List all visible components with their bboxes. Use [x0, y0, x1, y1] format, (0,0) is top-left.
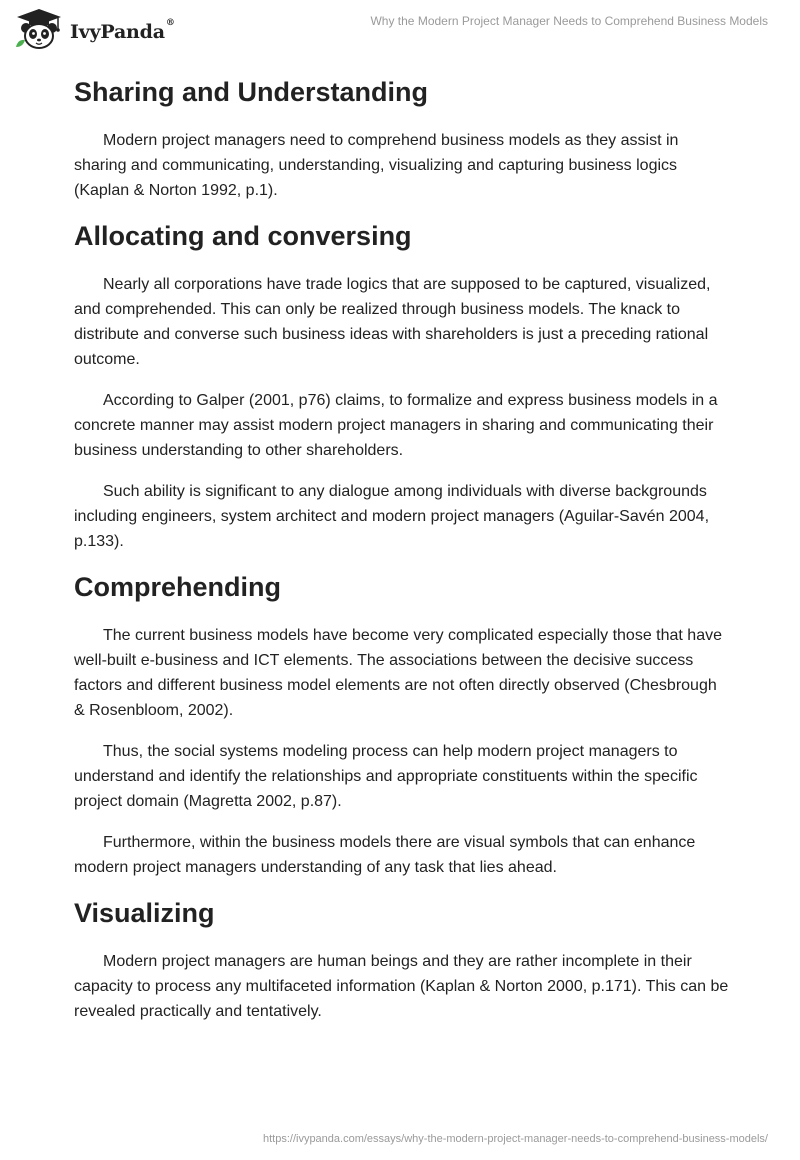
source-url[interactable]: https://ivypanda.com/essays/why-the-modern-project-manager-needs-to-comprehend-business-models/	[262, 1133, 768, 1145]
paragraph: Nearly all corporations have trade logics that are supposed to be captured, visualized, and comprehended. This can only be realized through business models. The knack to distribute and converse such business ideas with shareholders is just a preceding rational outcome.	[74, 276, 711, 368]
section-heading-allocating: Allocating and conversing	[74, 221, 412, 251]
paragraph: Thus, the social systems modeling process can help modern project managers to understand and identify the relationships and appropriate constituents within the specific project domain (Magretta 2002, p.87).	[74, 743, 698, 810]
brand-name: IvyPanda®	[70, 18, 175, 43]
ivypanda-logo[interactable]	[14, 7, 175, 51]
registered-mark: ®	[165, 18, 175, 28]
paragraph: The current business models have become very complicated especially those that have well-built e-business and ICT elements. The associations between the decisive success factors and different business model elements are not often directly observed (Chesbrough & Rosenbloom, 2002).	[74, 627, 722, 719]
paragraph: Furthermore, within the business models there are visual symbols that can enhance modern project managers understanding of any task that lies ahead.	[74, 834, 696, 876]
section-heading-visualizing: Visualizing	[74, 898, 215, 928]
paragraph: Modern project managers are human beings and they are rather incomplete in their capacity to process any multifaceted information (Kaplan & Norton 2000, p.171). This can be revealed practically and tentatively.	[74, 953, 729, 1020]
paragraph: Modern project managers need to comprehend business models as they assist in sharing and communicating, understanding, visualizing and capturing business logics (Kaplan & Norton 1992, p.1).	[74, 132, 679, 199]
section-heading-sharing: Sharing and Understanding	[74, 77, 429, 107]
paragraph: According to Galper (2001, p76) claims, to formalize and express business models in a concrete manner may assist modern project managers in sharing and communicating their business understanding to other shareholders.	[74, 392, 718, 459]
paragraph: Such ability is significant to any dialogue among individuals with diverse backgrounds including engineers, system architect and modern project managers (Aguilar-Savén 2004, p.133).	[74, 483, 710, 550]
panda-graduate-icon	[14, 7, 64, 51]
essay-content	[74, 72, 730, 1024]
document-title: Why the Modern Project Manager Needs to Comprehend Business Models	[370, 14, 768, 28]
section-heading-comprehending: Comprehending	[74, 572, 281, 602]
